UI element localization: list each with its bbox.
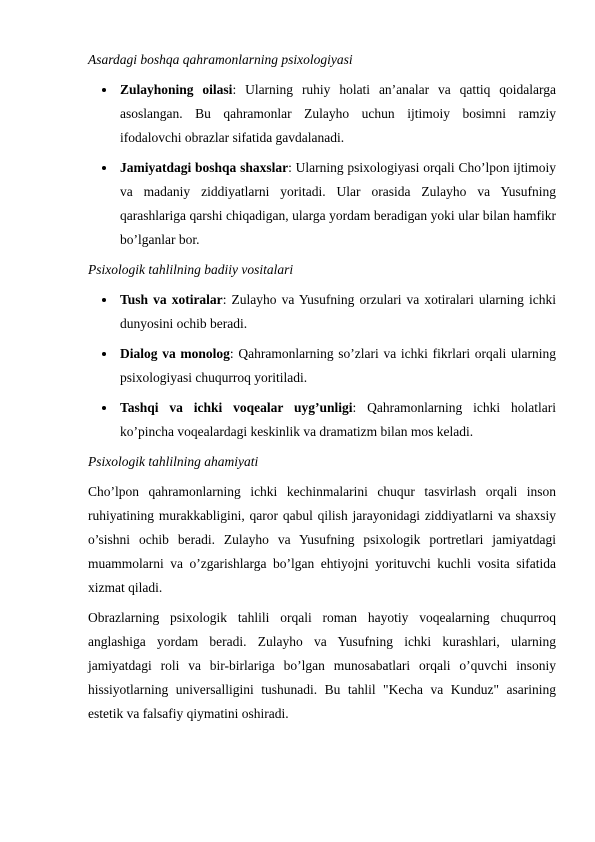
list-item: [88, 156, 556, 252]
list-item: [88, 288, 556, 336]
item-text: : Qahramonlarning so’zlari va ichki fikrlari orqali ularning psixologiyasi chuqurroq yoritiladi.: [120, 346, 556, 385]
body-paragraph: Cho’lpon qahramonlarning ichki kechinmalarini chuqur tasvirlash orqali inson ruhiyatining murakkabligini, qaror qabul qilish jarayonidagi ziddiyatlarni va shaxsiy o’sishni ochib beradi. Zulayho va Yusufning psixologik portretlari jamiyatdagi muammolarni va o’zgarishlarga bo’lgan ehtiyojni yorituvchi kuchli vosita sifatida xizmat qiladi.: [88, 484, 556, 595]
section-heading-significance: Psixologik tahlilning ahamiyati: [88, 454, 259, 469]
list-item: [88, 78, 556, 150]
list-item: [88, 396, 556, 444]
item-term: Tashqi va ichki voqealar uyg’unligi: [120, 400, 353, 415]
item-term: Jamiyatdagi boshqa shaxslar: [120, 160, 289, 175]
item-term: Tush va xotiralar: [120, 292, 223, 307]
artistic-means-list: [88, 288, 556, 444]
item-term: Zulayhoning oilasi: [120, 82, 233, 97]
section-heading-other-characters: Asardagi boshqa qahramonlarning psixologiyasi: [88, 52, 353, 67]
list-item: [88, 342, 556, 390]
document-page: [88, 48, 556, 732]
bullet-icon: [102, 298, 106, 302]
bullet-icon: [102, 352, 106, 356]
item-text: : Qahramonlarning ichki holatlari ko’pincha voqealardagi keskinlik va dramatizm bilan mos keladi.: [120, 400, 556, 439]
item-text: : Zulayho va Yusufning orzulari va xotiralari ularning ichki dunyosini ochib beradi.: [120, 292, 556, 331]
bullet-icon: [102, 406, 106, 410]
body-paragraph: Obrazlarning psixologik tahlili orqali roman hayotiy voqealarning chuqurroq anglashiga yordam beradi. Zulayho va Yusufning ichki kurashlari, ularning jamiyatdagi roli va bir-birlariga bo’lgan munosabatlari orqali o’quvchi insoniy hissiyotlarning universalligini tushunadi. Bu tahlil "Kecha va Kunduz" asarining estetik va falsafiy qiymatini oshiradi.: [88, 610, 556, 721]
item-text: : Ularning psixologiyasi orqali Cho’lpon ijtimoiy va madaniy ziddiyatlarni yoritadi. Ular orasida Zulayho va Yusufning qarashlariga qarshi chiqadigan, ularga yordam beradigan yoki ular bilan hamfikr bo’lganlar bor.: [120, 160, 556, 247]
other-characters-list: [88, 78, 556, 252]
section-heading-artistic-means: Psixologik tahlilning badiiy vositalari: [88, 262, 294, 277]
item-text: : Ularning ruhiy holati an’analar va qattiq qoidalarga asoslangan. Bu qahramonlar Zulayho uchun ijtimoiy bosimni ramziy ifodalovchi obrazlar sifatida gavdalanadi.: [120, 82, 557, 145]
bullet-icon: [102, 88, 106, 92]
item-term: Dialog va monolog: [120, 346, 230, 361]
bullet-icon: [102, 166, 106, 170]
